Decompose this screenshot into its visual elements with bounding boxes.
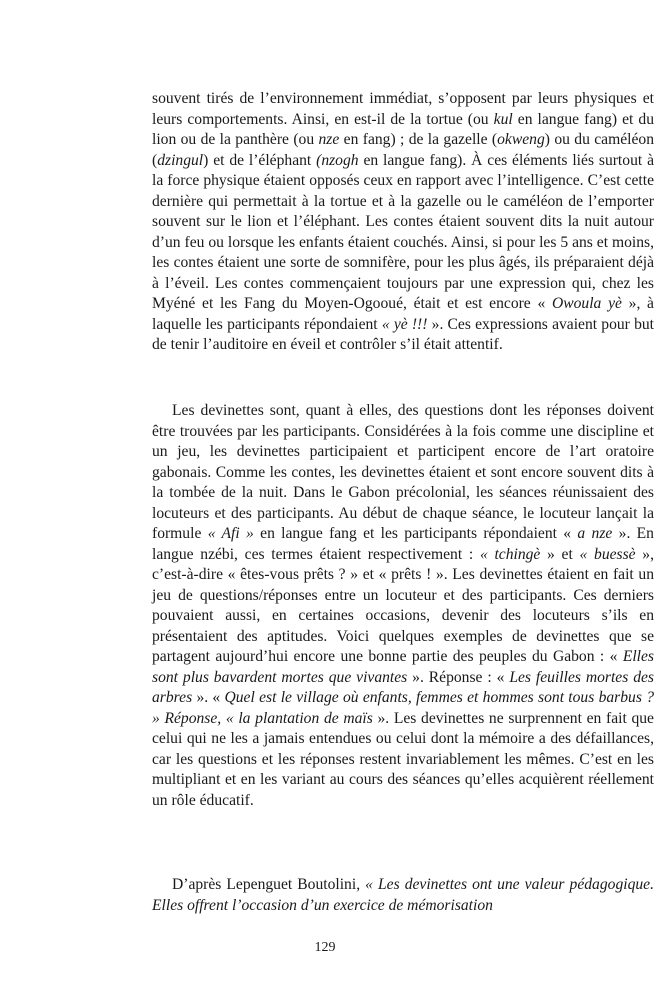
italic-text-run: dzingul — [157, 151, 204, 169]
italic-text-run: okweng — [497, 131, 545, 148]
text-run: ) ou du caméléon ( — [152, 131, 654, 169]
paragraph-lepenguet — [152, 875, 654, 916]
paragraph-devinettes — [152, 401, 654, 811]
italic-text-run: Quel est le village où enfants, femmes et hommes sont tous barbus ? » Réponse, « la plantation de maïs — [152, 689, 654, 727]
italic-text-run: « tchingè — [479, 545, 541, 563]
text-run: D’après Lepenguet Boutolini, — [172, 876, 366, 893]
italic-text-run: Elles sont plus bavardent mortes que vivantes — [152, 648, 654, 686]
italic-text-run: a nze — [577, 525, 613, 542]
text-run: en langue fang et les participants répondaient « — [253, 525, 578, 542]
text-run: ». En langue nzébi, ces termes étaient respectivement : — [152, 525, 654, 563]
text-run: ». Réponse : « — [407, 668, 510, 686]
text-run: en langue fang) et du lion ou de la panthère (ou — [152, 110, 654, 148]
italic-text-run: « Afi » — [207, 525, 254, 542]
text-run: ». Ces expressions avaient pour but de tenir l’auditoire en éveil et contrôler s’il était attentif. — [152, 315, 654, 353]
text-run: ) et de l’éléphant — [203, 151, 317, 169]
text-run: », à laquelle les participants répondaient — [152, 295, 654, 333]
italic-text-run: nze — [318, 131, 340, 148]
text-run: Les devinettes sont, quant à elles, des questions dont les réponses doivent être trouvées par les participants. Considérées à la fois comme une discipline et un jeu, les devinettes participaient et participent encore de l’art oratoire gabonais. Comme les contes, les devinettes étaient et sont encore souvent dits à la tombée de la nuit. Dans le Gabon précolonial, les séances réunissaient des locuteurs et des participants. Au début de chaque séance, le locuteur lançait la formule — [152, 402, 654, 542]
italic-text-run: « Les devinettes ont une valeur pédagogique. Elles offrent l’occasion d’un exercice de mémorisation — [152, 876, 654, 914]
italic-text-run: kul — [493, 110, 513, 128]
text-run: souvent tirés de l’environnement immédiat, s’opposent par leurs physiques et leurs comportements. Ainsi, en est-il de la tortue (ou — [152, 90, 654, 128]
text-run: en langue fang). À ces éléments liés surtout à la force physique étaient opposés ceux en rapport avec l’intelligence. C’est cette dernière qui permettait à la tortue et à la gazelle ou le caméléon de l’emporter souvent sur le lion et l’éléphant. Les contes étaient souvent dits la nuit autour d’un feu ou lorsque les enfants étaient couchés. Ainsi, si pour les 5 ans et moins, les contes étaient une sorte de somnifère, pour les plus âgés, ils préparaient déjà à l’éveil. Les contes commençaient toujours par une expression qui, chez les Myéné et les Fang du Moyen-Ogooué, était et est encore « — [152, 151, 654, 312]
text-run: » et — [540, 545, 580, 563]
text-run: », c’est-à-dire « êtes-vous prêts ? » et « prêts ! ». Les devinettes étaient en fait un jeu de questions/réponses entre un locuteur et des participants. Ces derniers pouvaient aussi, en certaines occasions, devenir des locuteurs s’ils en présentaient des aptitudes. Voici quelques exemples de devinettes que se partagent aujourd’hui encore une bonne partie des peuples du Gabon : « — [152, 545, 654, 665]
paragraph-contes — [152, 89, 654, 356]
text-run: ». Les devinettes ne surprennent en fait que celui qui ne les a jamais entendues ou celui dont la mémoire a des défaillances, car les questions et les réponses restent invariablement les mêmes. C’est en les multipliant et en les variant au cours des séances qu’elles acquièrent réellement un rôle éducatif. — [152, 709, 654, 809]
italic-text-run: (nzogh — [316, 151, 359, 169]
page-number: 129 — [314, 940, 336, 955]
italic-text-run: Les feuilles mortes des arbres — [152, 668, 654, 706]
text-run: ». « — [192, 689, 225, 706]
text-run: en fang) ; de la gazelle ( — [339, 131, 498, 148]
italic-text-run: Owoula yè — [551, 295, 622, 312]
italic-text-run: « buessè — [579, 545, 636, 563]
italic-text-run: « yè !!! — [381, 315, 432, 333]
